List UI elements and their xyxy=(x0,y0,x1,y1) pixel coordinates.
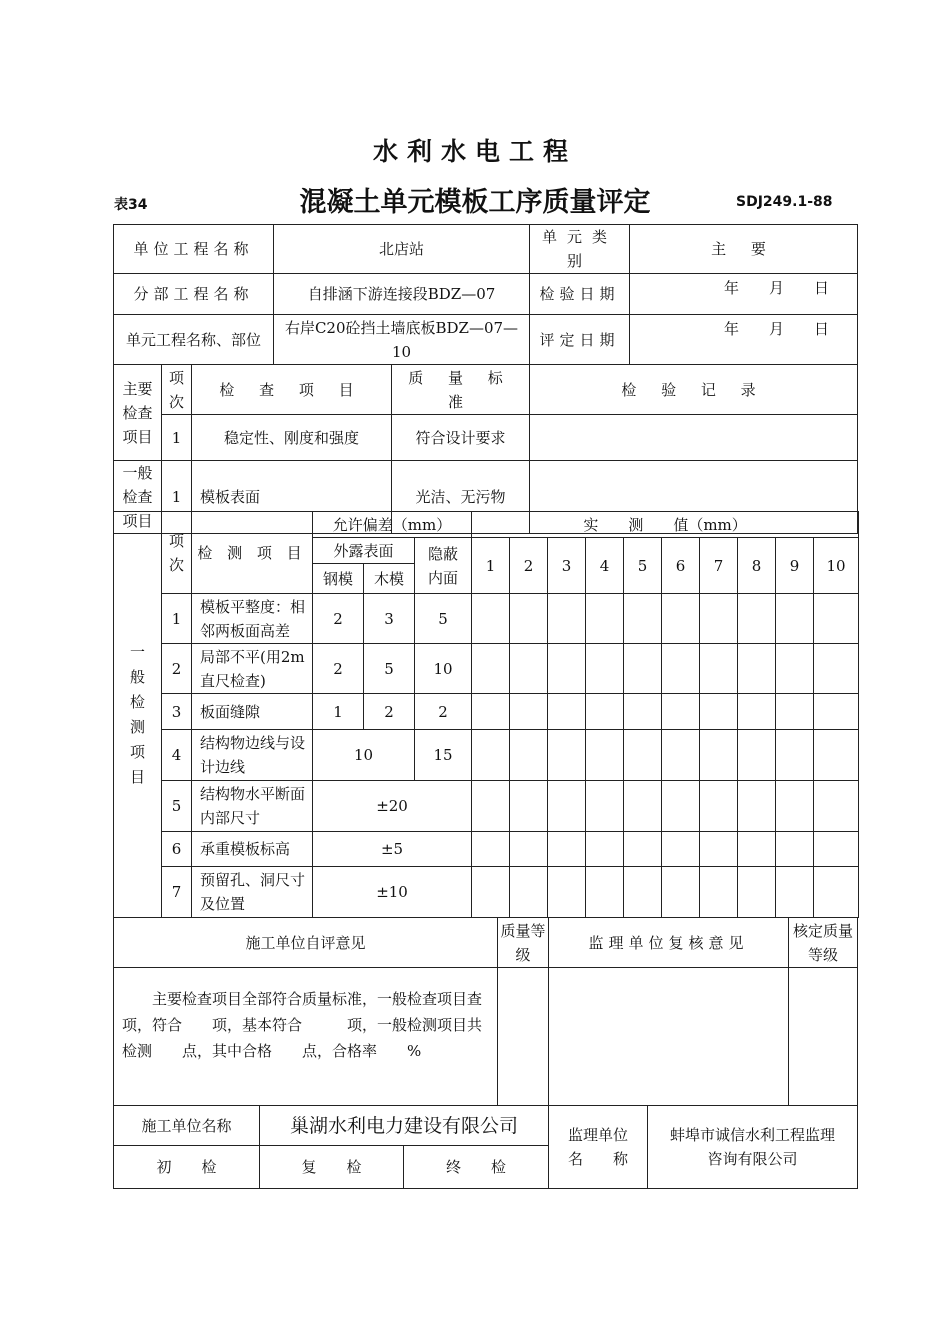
actual-value-header: 实 测 值（mm） xyxy=(472,512,859,538)
standard-code: SDJ249.1-88 xyxy=(736,194,833,210)
allow-dev-header: 允许偏差（mm） xyxy=(313,512,472,538)
measure-section-text: 一般检测项目 xyxy=(129,642,145,786)
measure-no-header: 项次 xyxy=(162,512,192,594)
form-title: 混凝土单元模板工序质量评定 xyxy=(299,187,651,218)
table-number: 表34 xyxy=(114,197,148,213)
supervisor-unit-label: 监理单位名 称 xyxy=(549,1106,648,1189)
main-check-section-label: 主要检查项目 xyxy=(114,365,162,461)
measure-table xyxy=(113,511,859,918)
supervisor-unit-value[interactable]: 蚌埠市诚信水利工程监理咨询有限公司 xyxy=(648,1106,858,1189)
measure-row-no: 3 xyxy=(162,694,192,730)
unit-project-value[interactable]: 北店站 xyxy=(274,225,530,274)
measure-row-item: 板面缝隙 xyxy=(192,694,313,730)
general-check-row-standard: 光洁、无污物 xyxy=(392,461,530,534)
opinion-table xyxy=(113,917,858,1106)
main-check-row-record[interactable] xyxy=(530,415,858,461)
exposed-header: 外露表面 xyxy=(313,538,415,564)
verify-grade-header: 核定质量等级 xyxy=(789,918,858,968)
main-check-standard-header: 质 量 标 准 xyxy=(392,365,530,415)
final-check-label: 终 检 xyxy=(404,1146,549,1189)
measure-row-no: 6 xyxy=(162,832,192,867)
supervisor-review-header: 监理单位复核意见 xyxy=(549,918,789,968)
measure-row-hidden: 15 xyxy=(415,730,472,781)
main-title: 水利水电工程 xyxy=(372,137,577,166)
general-check-row-item: 模板表面 xyxy=(192,461,392,534)
actual-col-2: 2 xyxy=(510,538,548,594)
measure-row-steel: 2 xyxy=(313,594,364,644)
quality-grade-value[interactable] xyxy=(498,968,549,1106)
measure-row-no: 1 xyxy=(162,594,192,644)
actual-col-6: 6 xyxy=(662,538,700,594)
element-label: 单元工程名称、部位 xyxy=(114,315,274,365)
measure-row-steel: 2 xyxy=(313,644,364,694)
wood-header: 木模 xyxy=(364,564,415,594)
general-check-section-label: 一般检查项目 xyxy=(114,461,162,534)
measure-row-item: 结构物水平断面内部尺寸 xyxy=(192,781,313,832)
inspect-date-value[interactable]: 年 月 日 xyxy=(630,274,858,315)
measure-row-no: 4 xyxy=(162,730,192,781)
actual-col-7: 7 xyxy=(700,538,738,594)
verify-grade-value[interactable] xyxy=(789,968,858,1106)
unit-type-value[interactable]: 主 要 xyxy=(630,225,858,274)
measure-item-header: 检 测 项 目 xyxy=(192,512,313,594)
info-table xyxy=(113,224,858,534)
actual-col-8: 8 xyxy=(738,538,776,594)
measure-section-label xyxy=(114,512,162,918)
measure-row-no: 7 xyxy=(162,867,192,918)
self-eval-header: 施工单位自评意见 xyxy=(114,918,498,968)
eval-date-label: 评定日期 xyxy=(530,315,630,365)
measure-row-hidden: 2 xyxy=(415,694,472,730)
measure-row-steel: 1 xyxy=(313,694,364,730)
measure-row-wood: 2 xyxy=(364,694,415,730)
quality-grade-header: 质量等级 xyxy=(498,918,549,968)
actual-col-5: 5 xyxy=(624,538,662,594)
hidden-header: 隐蔽内面 xyxy=(415,538,472,594)
measure-row-wood: 3 xyxy=(364,594,415,644)
measure-row-wood: 5 xyxy=(364,644,415,694)
measure-row-allow: ±20 xyxy=(313,781,472,832)
measure-row-allow: ±10 xyxy=(313,867,472,918)
measure-row-item: 预留孔、洞尺寸及位置 xyxy=(192,867,313,918)
unit-type-label: 单元类别 xyxy=(530,225,630,274)
measure-row-hidden: 10 xyxy=(415,644,472,694)
sub-project-value[interactable]: 自排涵下游连接段BDZ—07 xyxy=(274,274,530,315)
actual-col-1: 1 xyxy=(472,538,510,594)
measure-row-no: 2 xyxy=(162,644,192,694)
constructor-label: 施工单位名称 xyxy=(114,1106,260,1146)
unit-project-label: 单位工程名称 xyxy=(114,225,274,274)
measure-row-item: 结构物边线与设计边线 xyxy=(192,730,313,781)
eval-date-value[interactable]: 年 月 日 xyxy=(630,315,858,365)
main-check-row-item: 稳定性、刚度和强度 xyxy=(192,415,392,461)
measure-row-exposed: 10 xyxy=(313,730,415,781)
inspect-date-label: 检验日期 xyxy=(530,274,630,315)
main-check-row-standard: 符合设计要求 xyxy=(392,415,530,461)
first-check-label: 初 检 xyxy=(114,1146,260,1189)
steel-header: 钢模 xyxy=(313,564,364,594)
actual-col-10: 10 xyxy=(814,538,859,594)
re-check-label: 复 检 xyxy=(260,1146,404,1189)
actual-col-4: 4 xyxy=(586,538,624,594)
signoff-table xyxy=(113,1105,858,1189)
actual-col-9: 9 xyxy=(776,538,814,594)
constructor-value[interactable]: 巢湖水利电力建设有限公司 xyxy=(260,1106,549,1146)
measure-row-hidden: 5 xyxy=(415,594,472,644)
measure-row-item: 承重模板标高 xyxy=(192,832,313,867)
measure-row-allow: ±5 xyxy=(313,832,472,867)
main-check-item-header: 检 查 项 目 xyxy=(192,365,392,415)
actual-col-3: 3 xyxy=(548,538,586,594)
self-eval-text[interactable]: 主要检查项目全部符合质量标准，一般检查项目查 项，符合 项，基本符合 项，一般检测项目共检测 点，其中合格 点，合格率 % xyxy=(114,968,498,1106)
main-check-row-no: 1 xyxy=(162,415,192,461)
measure-row-item: 模板平整度：相邻两板面高差 xyxy=(192,594,313,644)
element-value[interactable]: 右岸C20砼挡土墙底板BDZ—07—10 xyxy=(274,315,530,365)
supervisor-review-value[interactable] xyxy=(549,968,789,1106)
main-check-no-header: 项次 xyxy=(162,365,192,415)
sub-project-label: 分部工程名称 xyxy=(114,274,274,315)
measure-row-no: 5 xyxy=(162,781,192,832)
general-check-row-no: 1 xyxy=(162,461,192,534)
main-check-record-header: 检 验 记 录 xyxy=(530,365,858,415)
measure-row-item: 局部不平(用2m直尺检查) xyxy=(192,644,313,694)
